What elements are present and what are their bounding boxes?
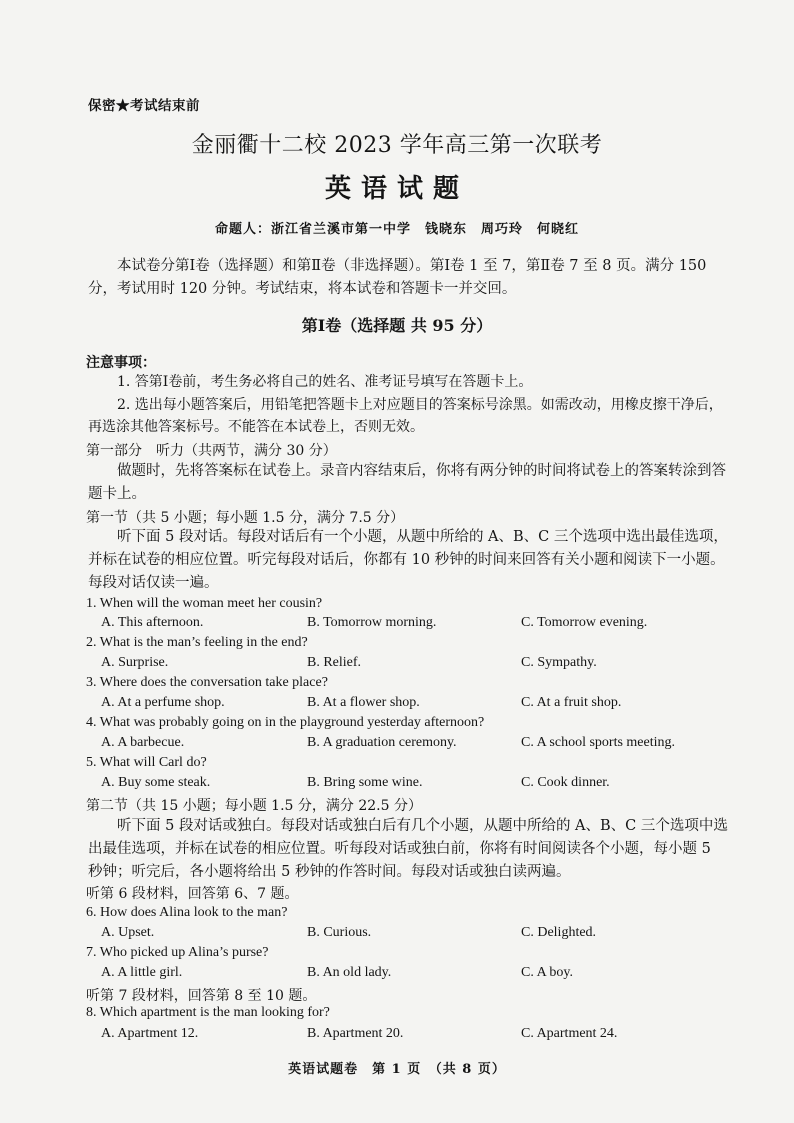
q5-option-b: B. Bring some wine. (307, 775, 423, 790)
intro-paragraph: 本试卷分第Ⅰ卷（选择题）和第Ⅱ卷（非选择题）。第Ⅰ卷 1 至 7，第Ⅱ卷 7 至 8 页。满分 150 分，考试用时 120 分钟。考试结束，将本试卷和答题卡一并交回。 (88, 258, 707, 297)
page-footer: 英语试题卷 第 1 页 （共 8 页） (288, 1062, 506, 1077)
q1-option-a: A. This afternoon. (101, 615, 204, 630)
authors-line: 命题人：浙江省兰溪市第一中学 钱晓东 周巧玲 何晓红 (214, 222, 579, 237)
q6-option-c: C. Delighted. (521, 925, 597, 940)
q3-option-c: C. At a fruit shop. (521, 695, 622, 710)
q1-option-c: C. Tomorrow evening. (521, 615, 648, 630)
notes-heading: 注意事项： (86, 355, 156, 371)
q8-option-a: A. Apartment 12. (101, 1026, 199, 1041)
q7-option-a: A. A little girl. (101, 965, 183, 980)
q6-option-a: A. Upset. (101, 925, 155, 940)
question-7: 7. Who picked up Alina’s purse? (86, 945, 269, 960)
material-7-instruction: 听第 7 段材料，回答第 8 至 10 题。 (86, 988, 317, 1004)
exam-title: 金丽衢十二校 2023 学年高三第一次联考 (191, 133, 603, 158)
part-one-title: 第Ⅰ卷（选择题 共 95 分） (301, 316, 493, 335)
q6-option-b: B. Curious. (307, 925, 372, 940)
part-a-heading: 第一节（共 5 小题；每小题 1.5 分，满分 7.5 分） (86, 510, 405, 526)
q2-option-a: A. Surprise. (101, 655, 169, 670)
q4-option-c: C. A school sports meeting. (521, 735, 675, 750)
q1-option-b: B. Tomorrow morning. (307, 615, 437, 630)
q7-option-c: C. A boy. (521, 965, 573, 980)
q8-option-b: B. Apartment 20. (307, 1026, 404, 1041)
question-6: 6. How does Alina look to the man? (86, 905, 288, 920)
confidential-label: 保密★考试结束前 (88, 98, 200, 114)
question-8: 8. Which apartment is the man looking for? (86, 1005, 330, 1020)
q2-option-b: B. Relief. (307, 655, 362, 670)
part-b-heading: 第二节（共 15 小题；每小题 1.5 分，满分 22.5 分） (86, 798, 422, 814)
q2-option-c: C. Sympathy. (521, 655, 597, 670)
note-item-1: 1. 答第Ⅰ卷前，考生务必将自己的姓名、准考证号填写在答题卡上。 (117, 374, 533, 390)
q5-option-a: A. Buy some steak. (101, 775, 211, 790)
q4-option-a: A. A barbecue. (101, 735, 185, 750)
q3-option-b: B. At a flower shop. (307, 695, 420, 710)
material-6-instruction: 听第 6 段材料，回答第 6、7 题。 (86, 886, 299, 902)
section-heading: 第一部分 听力（共两节，满分 30 分） (86, 443, 337, 459)
question-3: 3. Where does the conversation take place? (86, 675, 328, 690)
question-2: 2. What is the man’s feeling in the end? (86, 635, 308, 650)
q5-option-c: C. Cook dinner. (521, 775, 610, 790)
section-instruction: 做题时，先将答案标在试卷上。录音内容结束后，你将有两分钟的时间将试卷上的答案转涂到答题卡上。 (88, 463, 726, 502)
note-item-2: 2. 选出每小题答案后，用铅笔把答题卡上对应题目的答案标号涂黑。如需改动，用橡皮擦干净后，再选涂其他答案标号。不能答在本试卷上，否则无效。 (88, 397, 723, 435)
subject-title: 英语试题 (324, 174, 469, 204)
question-5: 5. What will Carl do? (86, 755, 207, 770)
part-b-instruction: 听下面 5 段对话或独白。每段对话或独白后有几个小题，从题中所给的 A、B、C 三个选项中选出最佳选项，并标在试卷的相应位置。听每段对话或独白前，你将有时间阅读各个小题，每小题 5 秒钟；听完后，各小题将给出 5 秒钟的作答时间。每段对话或独白读两遍。 (88, 818, 728, 880)
part-a-instruction: 听下面 5 段对话。每段对话后有一个小题，从题中所给的 A、B、C 三个选项中选出最佳选项，并标在试卷的相应位置。听完每段对话后，你都有 10 秒钟的时间来回答有关小题和阅读下一小题。每段对话仅读一遍。 (88, 529, 728, 591)
q3-option-a: A. At a perfume shop. (101, 695, 225, 710)
q8-option-c: C. Apartment 24. (521, 1026, 618, 1041)
q7-option-b: B. An old lady. (307, 965, 392, 980)
question-1: 1. When will the woman meet her cousin? (86, 596, 323, 611)
q4-option-b: B. A graduation ceremony. (307, 735, 457, 750)
question-4: 4. What was probably going on in the playground yesterday afternoon? (86, 715, 485, 730)
